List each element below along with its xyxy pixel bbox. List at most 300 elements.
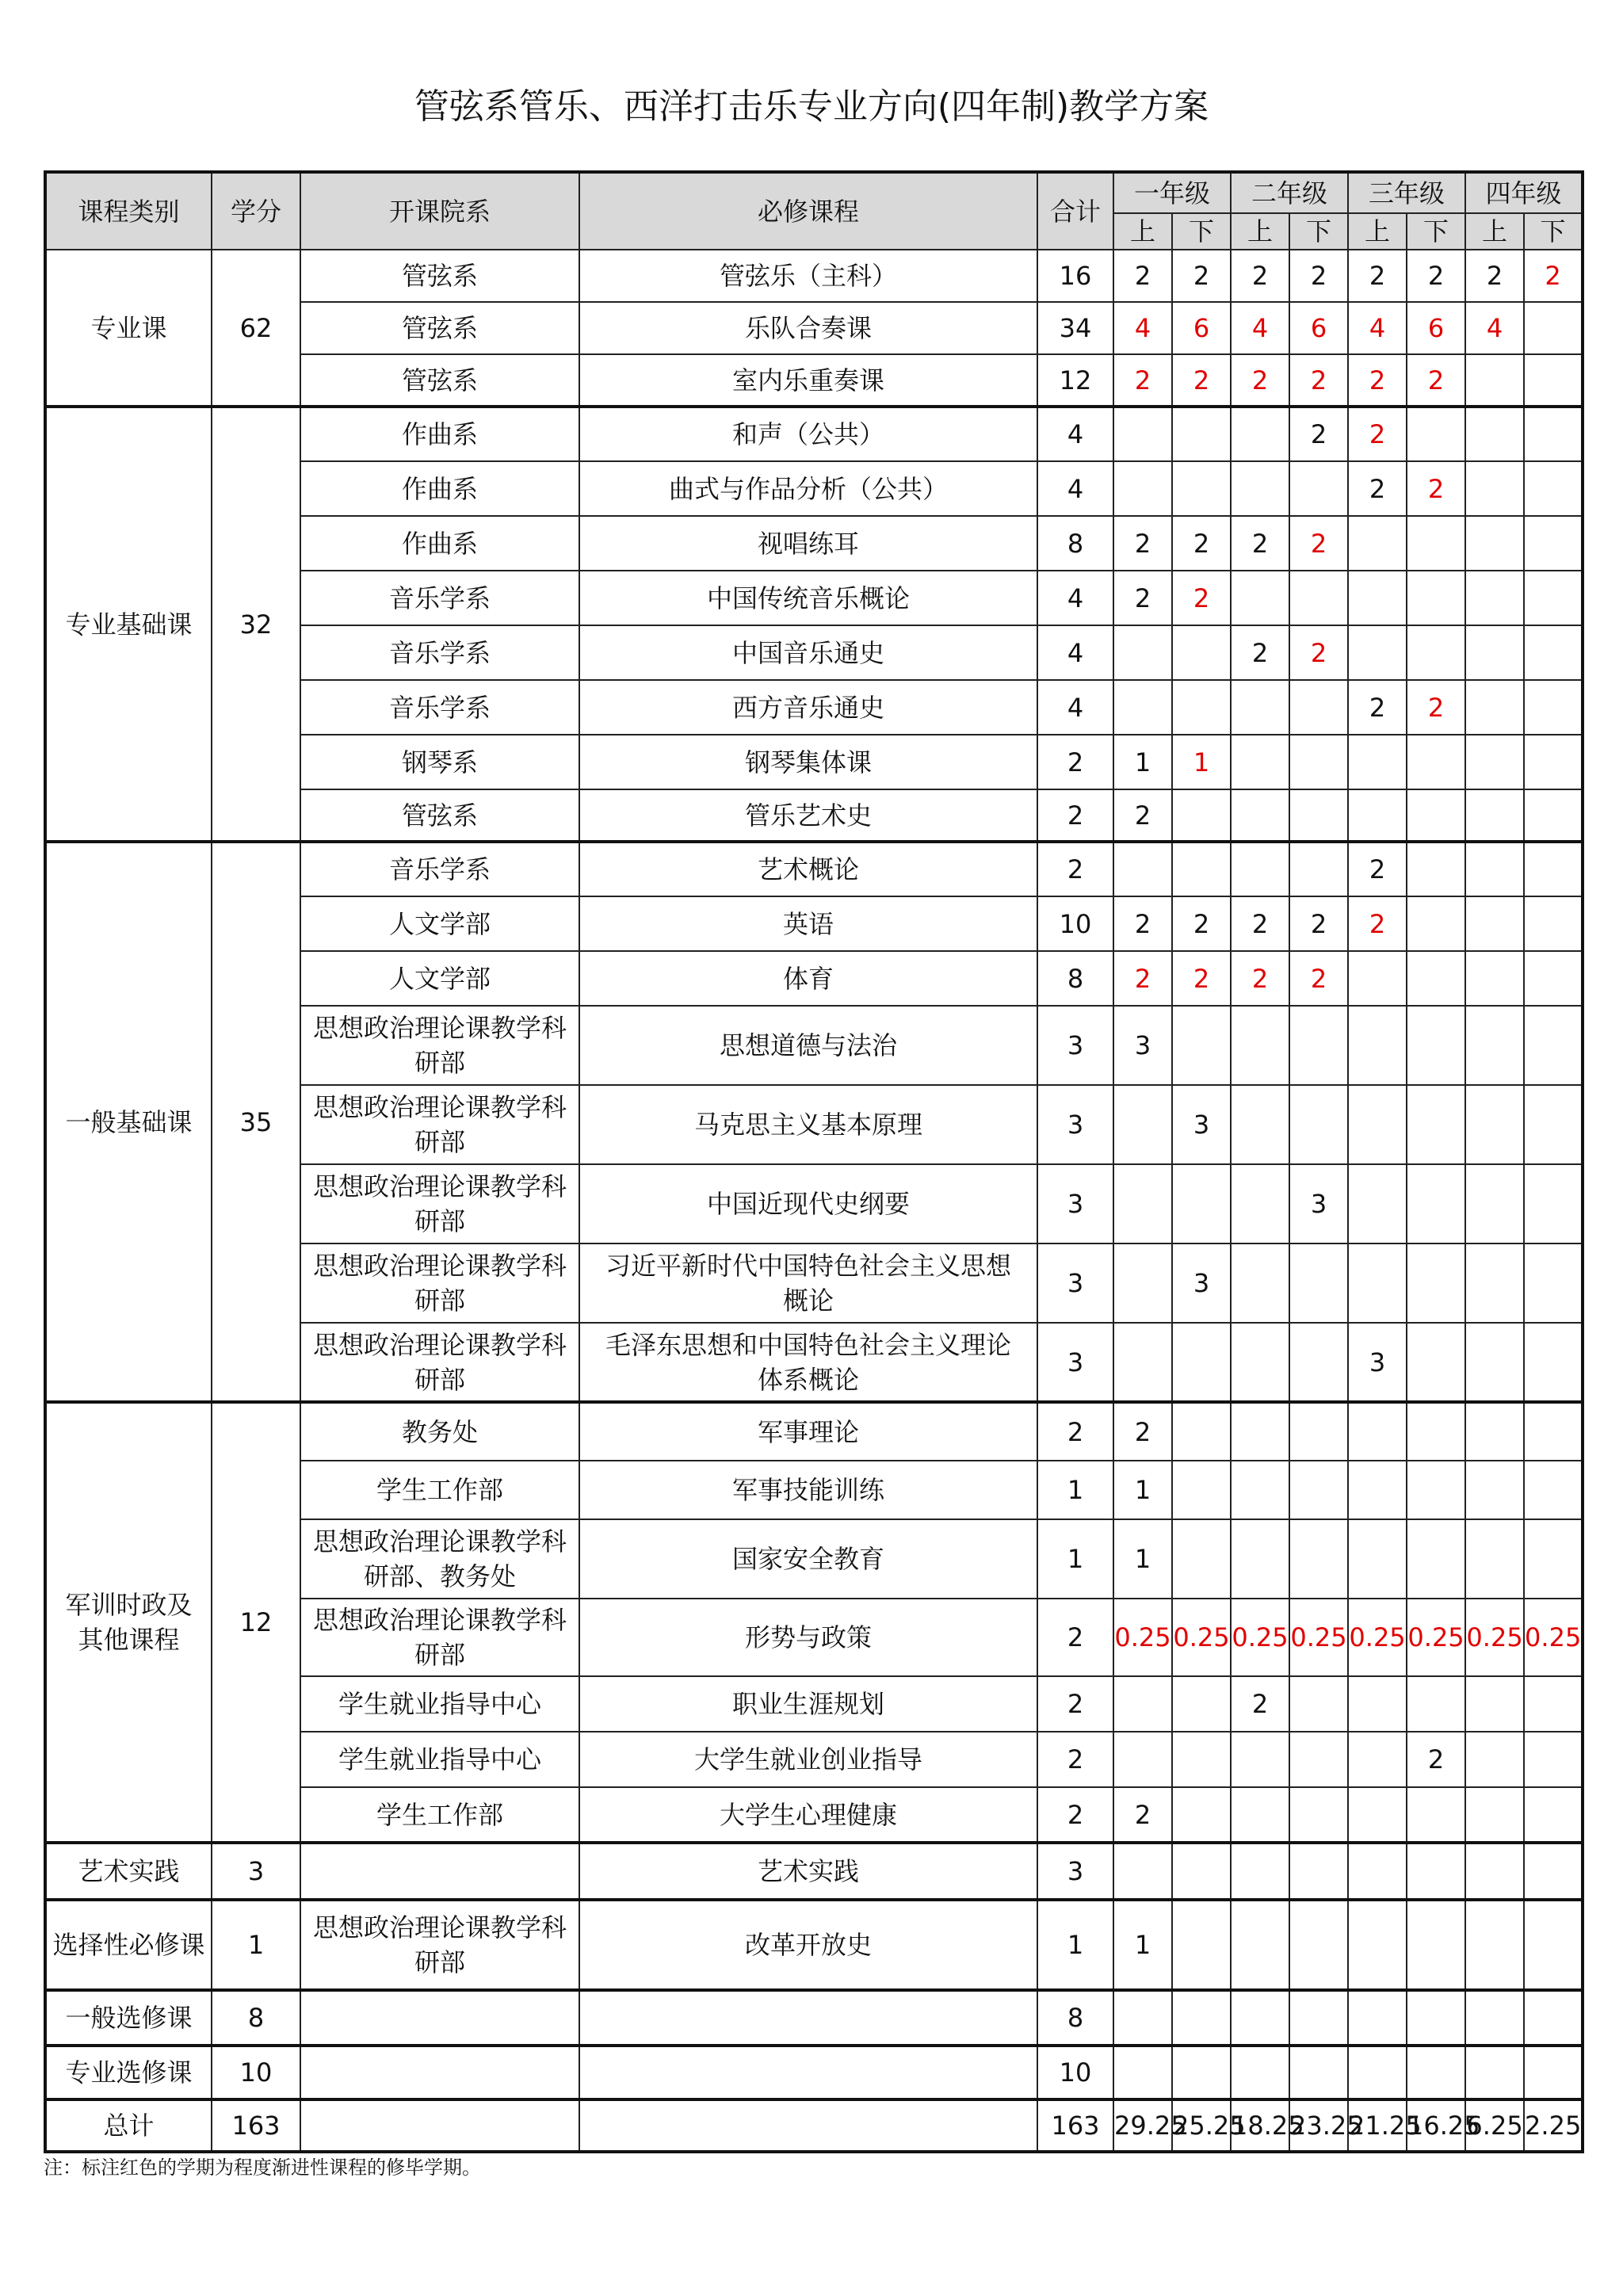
dept-cell: 音乐学系 bbox=[300, 842, 579, 896]
header-year-1: 一年级 bbox=[1113, 172, 1231, 213]
term-cell bbox=[1289, 735, 1348, 789]
course-cell: 大学生心理健康 bbox=[579, 1787, 1037, 1843]
term-cell bbox=[1113, 1164, 1172, 1244]
term-cell bbox=[1348, 1900, 1407, 1990]
term-cell: 2 bbox=[1231, 250, 1289, 302]
total-cell: 8 bbox=[1037, 516, 1113, 571]
category-cell: 一般基础课 bbox=[45, 842, 212, 1402]
term-cell bbox=[1172, 2046, 1231, 2099]
term-cell: 2 bbox=[1231, 951, 1289, 1006]
term-cell: 2 bbox=[1231, 625, 1289, 680]
course-cell: 毛泽东思想和中国特色社会主义理论体系概论 bbox=[579, 1323, 1037, 1402]
term-cell: 2 bbox=[1172, 354, 1231, 407]
category-cell: 专业课 bbox=[45, 250, 212, 407]
term-cell: 2 bbox=[1348, 896, 1407, 951]
term-cell: 2 bbox=[1348, 250, 1407, 302]
term-cell: 25.25 bbox=[1172, 2099, 1231, 2152]
course-cell: 管乐艺术史 bbox=[579, 789, 1037, 842]
course-cell: 乐队合奏课 bbox=[579, 302, 1037, 354]
dept-cell: 学生工作部 bbox=[300, 1461, 579, 1519]
term-cell bbox=[1524, 1006, 1583, 1085]
term-cell bbox=[1348, 951, 1407, 1006]
term-cell: 2 bbox=[1172, 250, 1231, 302]
term-cell: 2 bbox=[1289, 625, 1348, 680]
term-cell bbox=[1172, 1461, 1231, 1519]
course-cell bbox=[579, 2046, 1037, 2099]
header-total: 合计 bbox=[1037, 172, 1113, 250]
term-cell bbox=[1524, 951, 1583, 1006]
term-cell bbox=[1524, 302, 1583, 354]
term-cell bbox=[1172, 1787, 1231, 1843]
term-cell bbox=[1465, 516, 1524, 571]
term-cell bbox=[1348, 1787, 1407, 1843]
term-cell bbox=[1113, 680, 1172, 735]
term-cell bbox=[1231, 1461, 1289, 1519]
term-cell: 2 bbox=[1113, 354, 1172, 407]
course-cell: 艺术实践 bbox=[579, 1843, 1037, 1900]
term-cell bbox=[1289, 1244, 1348, 1323]
term-cell bbox=[1348, 1244, 1407, 1323]
term-cell bbox=[1231, 680, 1289, 735]
term-cell bbox=[1231, 1990, 1289, 2046]
term-cell bbox=[1231, 1732, 1289, 1787]
total-cell: 10 bbox=[1037, 2046, 1113, 2099]
dept-cell: 思想政治理论课教学科研部 bbox=[300, 1085, 579, 1164]
term-cell: 2 bbox=[1407, 680, 1465, 735]
category-cell: 专业选修课 bbox=[45, 2046, 212, 2099]
term-cell bbox=[1465, 1164, 1524, 1244]
header-year-3: 三年级 bbox=[1348, 172, 1465, 213]
total-cell: 16 bbox=[1037, 250, 1113, 302]
dept-cell: 思想政治理论课教学科研部 bbox=[300, 1006, 579, 1085]
total-cell: 4 bbox=[1037, 680, 1113, 735]
header-term: 下 bbox=[1289, 213, 1348, 250]
dept-cell: 思想政治理论课教学科研部、教务处 bbox=[300, 1519, 579, 1599]
term-cell bbox=[1172, 407, 1231, 461]
term-cell: 0.25 bbox=[1113, 1599, 1172, 1676]
term-cell: 2 bbox=[1113, 571, 1172, 625]
term-cell bbox=[1524, 625, 1583, 680]
term-cell bbox=[1465, 842, 1524, 896]
course-cell: 西方音乐通史 bbox=[579, 680, 1037, 735]
category-cell: 专业基础课 bbox=[45, 407, 212, 842]
term-cell: 2 bbox=[1289, 516, 1348, 571]
term-cell bbox=[1289, 1900, 1348, 1990]
credits-cell: 163 bbox=[212, 2099, 300, 2152]
term-cell: 3 bbox=[1172, 1085, 1231, 1164]
course-cell: 中国近现代史纲要 bbox=[579, 1164, 1037, 1244]
term-cell bbox=[1407, 1787, 1465, 1843]
term-cell bbox=[1465, 789, 1524, 842]
total-cell: 4 bbox=[1037, 625, 1113, 680]
total-cell: 2 bbox=[1037, 1787, 1113, 1843]
term-cell bbox=[1465, 1085, 1524, 1164]
dept-cell: 思想政治理论课教学科研部 bbox=[300, 1900, 579, 1990]
dept-cell bbox=[300, 2046, 579, 2099]
total-cell: 1 bbox=[1037, 1900, 1113, 1990]
term-cell bbox=[1289, 1732, 1348, 1787]
course-cell: 军事理论 bbox=[579, 1402, 1037, 1461]
term-cell: 2 bbox=[1172, 951, 1231, 1006]
term-cell bbox=[1524, 1519, 1583, 1599]
header-credits: 学分 bbox=[212, 172, 300, 250]
term-cell bbox=[1465, 1006, 1524, 1085]
course-cell: 国家安全教育 bbox=[579, 1519, 1037, 1599]
term-cell bbox=[1407, 735, 1465, 789]
term-cell bbox=[1113, 461, 1172, 516]
term-cell bbox=[1348, 1006, 1407, 1085]
term-cell: 4 bbox=[1231, 302, 1289, 354]
category-cell: 一般选修课 bbox=[45, 1990, 212, 2046]
term-cell bbox=[1407, 1323, 1465, 1402]
term-cell bbox=[1524, 1244, 1583, 1323]
course-cell: 英语 bbox=[579, 896, 1037, 951]
term-cell: 2 bbox=[1289, 896, 1348, 951]
term-cell bbox=[1348, 1732, 1407, 1787]
term-cell: 0.25 bbox=[1524, 1599, 1583, 1676]
dept-cell: 管弦系 bbox=[300, 354, 579, 407]
term-cell bbox=[1465, 1787, 1524, 1843]
term-cell bbox=[1172, 461, 1231, 516]
dept-cell: 思想政治理论课教学科研部 bbox=[300, 1244, 579, 1323]
term-cell: 4 bbox=[1465, 302, 1524, 354]
term-cell bbox=[1465, 1323, 1524, 1402]
total-cell: 3 bbox=[1037, 1323, 1113, 1402]
term-cell bbox=[1407, 789, 1465, 842]
total-cell: 163 bbox=[1037, 2099, 1113, 2152]
term-cell: 2 bbox=[1348, 354, 1407, 407]
term-cell bbox=[1524, 571, 1583, 625]
term-cell: 2 bbox=[1289, 354, 1348, 407]
header-term: 上 bbox=[1465, 213, 1524, 250]
term-cell bbox=[1231, 1787, 1289, 1843]
term-cell bbox=[1465, 1900, 1524, 1990]
term-cell: 2.25 bbox=[1524, 2099, 1583, 2152]
term-cell: 4 bbox=[1113, 302, 1172, 354]
term-cell bbox=[1113, 1732, 1172, 1787]
header-term: 上 bbox=[1113, 213, 1172, 250]
term-cell bbox=[1231, 735, 1289, 789]
term-cell: 1 bbox=[1113, 1461, 1172, 1519]
credits-cell: 3 bbox=[212, 1843, 300, 1900]
category-cell: 选择性必修课 bbox=[45, 1900, 212, 1990]
term-cell bbox=[1524, 842, 1583, 896]
term-cell: 2 bbox=[1172, 516, 1231, 571]
header-term: 下 bbox=[1172, 213, 1231, 250]
term-cell bbox=[1113, 625, 1172, 680]
term-cell: 2 bbox=[1113, 516, 1172, 571]
total-cell: 2 bbox=[1037, 1599, 1113, 1676]
term-cell bbox=[1231, 1843, 1289, 1900]
header-term: 上 bbox=[1348, 213, 1407, 250]
total-cell: 4 bbox=[1037, 571, 1113, 625]
term-cell bbox=[1465, 625, 1524, 680]
term-cell bbox=[1465, 407, 1524, 461]
course-cell: 视唱练耳 bbox=[579, 516, 1037, 571]
term-cell bbox=[1289, 1519, 1348, 1599]
term-cell bbox=[1465, 2046, 1524, 2099]
term-cell: 1 bbox=[1113, 1519, 1172, 1599]
term-cell: 1 bbox=[1113, 1900, 1172, 1990]
dept-cell: 人文学部 bbox=[300, 896, 579, 951]
term-cell bbox=[1465, 1676, 1524, 1732]
term-cell bbox=[1524, 789, 1583, 842]
term-cell bbox=[1348, 1085, 1407, 1164]
table-row bbox=[45, 1402, 1583, 1461]
total-cell: 2 bbox=[1037, 1732, 1113, 1787]
term-cell bbox=[1465, 1732, 1524, 1787]
table-row bbox=[45, 2046, 1583, 2099]
total-cell: 1 bbox=[1037, 1519, 1113, 1599]
total-cell: 3 bbox=[1037, 1085, 1113, 1164]
course-cell: 习近平新时代中国特色社会主义思想概论 bbox=[579, 1244, 1037, 1323]
term-cell bbox=[1524, 1990, 1583, 2046]
term-cell bbox=[1348, 625, 1407, 680]
term-cell bbox=[1289, 1676, 1348, 1732]
term-cell bbox=[1289, 1461, 1348, 1519]
total-cell: 3 bbox=[1037, 1843, 1113, 1900]
term-cell bbox=[1231, 842, 1289, 896]
term-cell: 6 bbox=[1407, 302, 1465, 354]
term-cell: 2 bbox=[1407, 461, 1465, 516]
dept-cell: 作曲系 bbox=[300, 461, 579, 516]
course-cell: 管弦乐（主科） bbox=[579, 250, 1037, 302]
term-cell bbox=[1407, 571, 1465, 625]
term-cell bbox=[1524, 1787, 1583, 1843]
dept-cell: 音乐学系 bbox=[300, 571, 579, 625]
table-row bbox=[45, 842, 1583, 896]
term-cell bbox=[1231, 1006, 1289, 1085]
term-cell bbox=[1524, 1732, 1583, 1787]
term-cell: 16.25 bbox=[1407, 2099, 1465, 2152]
total-cell: 3 bbox=[1037, 1164, 1113, 1244]
term-cell bbox=[1113, 1676, 1172, 1732]
term-cell: 2 bbox=[1113, 789, 1172, 842]
term-cell: 2 bbox=[1289, 407, 1348, 461]
term-cell bbox=[1231, 407, 1289, 461]
term-cell bbox=[1231, 461, 1289, 516]
table-row bbox=[45, 1843, 1583, 1900]
table-row bbox=[45, 250, 1583, 302]
term-cell bbox=[1465, 461, 1524, 516]
term-cell bbox=[1113, 1843, 1172, 1900]
term-cell bbox=[1407, 1164, 1465, 1244]
term-cell bbox=[1113, 1323, 1172, 1402]
term-cell bbox=[1348, 1519, 1407, 1599]
term-cell: 2 bbox=[1172, 571, 1231, 625]
term-cell bbox=[1231, 789, 1289, 842]
term-cell bbox=[1407, 1402, 1465, 1461]
term-cell bbox=[1465, 1402, 1524, 1461]
term-cell bbox=[1231, 1402, 1289, 1461]
term-cell: 0.25 bbox=[1348, 1599, 1407, 1676]
term-cell bbox=[1348, 1676, 1407, 1732]
term-cell bbox=[1113, 2046, 1172, 2099]
term-cell: 2 bbox=[1289, 250, 1348, 302]
term-cell bbox=[1348, 1402, 1407, 1461]
term-cell bbox=[1231, 1244, 1289, 1323]
term-cell bbox=[1172, 680, 1231, 735]
dept-cell bbox=[300, 1990, 579, 2046]
dept-cell bbox=[300, 1843, 579, 1900]
term-cell bbox=[1407, 1676, 1465, 1732]
term-cell bbox=[1465, 571, 1524, 625]
total-cell: 8 bbox=[1037, 951, 1113, 1006]
credits-cell: 35 bbox=[212, 842, 300, 1402]
term-cell bbox=[1172, 1900, 1231, 1990]
credits-cell: 32 bbox=[212, 407, 300, 842]
course-cell: 中国传统音乐概论 bbox=[579, 571, 1037, 625]
header-term: 下 bbox=[1524, 213, 1583, 250]
course-cell: 曲式与作品分析（公共） bbox=[579, 461, 1037, 516]
term-cell bbox=[1407, 1900, 1465, 1990]
term-cell bbox=[1348, 789, 1407, 842]
course-cell: 改革开放史 bbox=[579, 1900, 1037, 1990]
credits-cell: 12 bbox=[212, 1402, 300, 1843]
term-cell: 3 bbox=[1289, 1164, 1348, 1244]
header-term: 上 bbox=[1231, 213, 1289, 250]
term-cell bbox=[1289, 1085, 1348, 1164]
term-cell bbox=[1407, 625, 1465, 680]
total-cell: 2 bbox=[1037, 735, 1113, 789]
term-cell bbox=[1113, 407, 1172, 461]
term-cell bbox=[1465, 1244, 1524, 1323]
term-cell: 2 bbox=[1289, 951, 1348, 1006]
dept-cell: 管弦系 bbox=[300, 302, 579, 354]
course-cell: 马克思主义基本原理 bbox=[579, 1085, 1037, 1164]
term-cell bbox=[1289, 680, 1348, 735]
table-body bbox=[45, 250, 1583, 2152]
term-cell bbox=[1289, 1843, 1348, 1900]
term-cell: 2 bbox=[1465, 250, 1524, 302]
term-cell bbox=[1289, 571, 1348, 625]
term-cell bbox=[1289, 1402, 1348, 1461]
term-cell bbox=[1524, 1323, 1583, 1402]
header-term: 下 bbox=[1407, 213, 1465, 250]
term-cell: 6 bbox=[1289, 302, 1348, 354]
term-cell bbox=[1172, 1164, 1231, 1244]
term-cell bbox=[1407, 1085, 1465, 1164]
term-cell bbox=[1348, 571, 1407, 625]
term-cell bbox=[1407, 1461, 1465, 1519]
term-cell: 2 bbox=[1172, 896, 1231, 951]
course-cell: 思想道德与法治 bbox=[579, 1006, 1037, 1085]
total-cell: 4 bbox=[1037, 407, 1113, 461]
term-cell bbox=[1524, 1402, 1583, 1461]
course-cell: 中国音乐通史 bbox=[579, 625, 1037, 680]
term-cell bbox=[1407, 407, 1465, 461]
term-cell bbox=[1348, 1164, 1407, 1244]
term-cell bbox=[1231, 1164, 1289, 1244]
header-dept: 开课院系 bbox=[300, 172, 579, 250]
term-cell bbox=[1407, 896, 1465, 951]
dept-cell: 学生就业指导中心 bbox=[300, 1676, 579, 1732]
term-cell bbox=[1465, 354, 1524, 407]
credits-cell: 10 bbox=[212, 2046, 300, 2099]
term-cell: 2 bbox=[1113, 1787, 1172, 1843]
term-cell bbox=[1407, 842, 1465, 896]
total-cell: 1 bbox=[1037, 1461, 1113, 1519]
course-cell bbox=[579, 1990, 1037, 2046]
dept-cell: 学生就业指导中心 bbox=[300, 1732, 579, 1787]
term-cell bbox=[1407, 1990, 1465, 2046]
term-cell bbox=[1407, 1519, 1465, 1599]
term-cell: 2 bbox=[1113, 951, 1172, 1006]
term-cell: 0.25 bbox=[1465, 1599, 1524, 1676]
term-cell bbox=[1289, 842, 1348, 896]
term-cell bbox=[1172, 625, 1231, 680]
category-cell: 军训时政及其他课程 bbox=[45, 1402, 212, 1843]
term-cell bbox=[1231, 1900, 1289, 1990]
term-cell: 2 bbox=[1113, 896, 1172, 951]
term-cell bbox=[1407, 2046, 1465, 2099]
course-cell: 艺术概论 bbox=[579, 842, 1037, 896]
course-cell: 体育 bbox=[579, 951, 1037, 1006]
dept-cell: 人文学部 bbox=[300, 951, 579, 1006]
term-cell bbox=[1524, 896, 1583, 951]
term-cell: 29.25 bbox=[1113, 2099, 1172, 2152]
term-cell: 3 bbox=[1172, 1244, 1231, 1323]
term-cell: 6 bbox=[1172, 302, 1231, 354]
term-cell bbox=[1348, 1843, 1407, 1900]
term-cell: 0.25 bbox=[1231, 1599, 1289, 1676]
term-cell bbox=[1465, 1519, 1524, 1599]
dept-cell: 音乐学系 bbox=[300, 625, 579, 680]
term-cell: 2 bbox=[1113, 250, 1172, 302]
term-cell bbox=[1231, 2046, 1289, 2099]
credits-cell: 1 bbox=[212, 1900, 300, 1990]
term-cell bbox=[1172, 842, 1231, 896]
term-cell: 2 bbox=[1113, 1402, 1172, 1461]
term-cell: 2 bbox=[1407, 1732, 1465, 1787]
course-cell: 室内乐重奏课 bbox=[579, 354, 1037, 407]
term-cell: 0.25 bbox=[1172, 1599, 1231, 1676]
total-cell: 3 bbox=[1037, 1006, 1113, 1085]
total-cell: 12 bbox=[1037, 354, 1113, 407]
term-cell bbox=[1289, 1990, 1348, 2046]
term-cell bbox=[1113, 1085, 1172, 1164]
term-cell: 3 bbox=[1113, 1006, 1172, 1085]
term-cell bbox=[1172, 1843, 1231, 1900]
term-cell: 0.25 bbox=[1407, 1599, 1465, 1676]
term-cell: 23.25 bbox=[1289, 2099, 1348, 2152]
term-cell bbox=[1407, 951, 1465, 1006]
dept-cell bbox=[300, 2099, 579, 2152]
term-cell bbox=[1289, 1323, 1348, 1402]
term-cell bbox=[1407, 1244, 1465, 1323]
term-cell: 1 bbox=[1113, 735, 1172, 789]
term-cell bbox=[1348, 735, 1407, 789]
term-cell: 2 bbox=[1231, 896, 1289, 951]
term-cell bbox=[1524, 1164, 1583, 1244]
term-cell: 4 bbox=[1348, 302, 1407, 354]
dept-cell: 思想政治理论课教学科研部 bbox=[300, 1323, 579, 1402]
term-cell bbox=[1348, 516, 1407, 571]
term-cell bbox=[1172, 1519, 1231, 1599]
table-row bbox=[45, 407, 1583, 461]
dept-cell: 学生工作部 bbox=[300, 1787, 579, 1843]
header-year-4: 四年级 bbox=[1465, 172, 1583, 213]
credits-cell: 8 bbox=[212, 1990, 300, 2046]
term-cell bbox=[1465, 951, 1524, 1006]
course-cell: 军事技能训练 bbox=[579, 1461, 1037, 1519]
term-cell bbox=[1231, 571, 1289, 625]
dept-cell: 管弦系 bbox=[300, 789, 579, 842]
term-cell bbox=[1524, 1676, 1583, 1732]
term-cell: 2 bbox=[1231, 516, 1289, 571]
header-year-2: 二年级 bbox=[1231, 172, 1348, 213]
term-cell: 2 bbox=[1407, 250, 1465, 302]
